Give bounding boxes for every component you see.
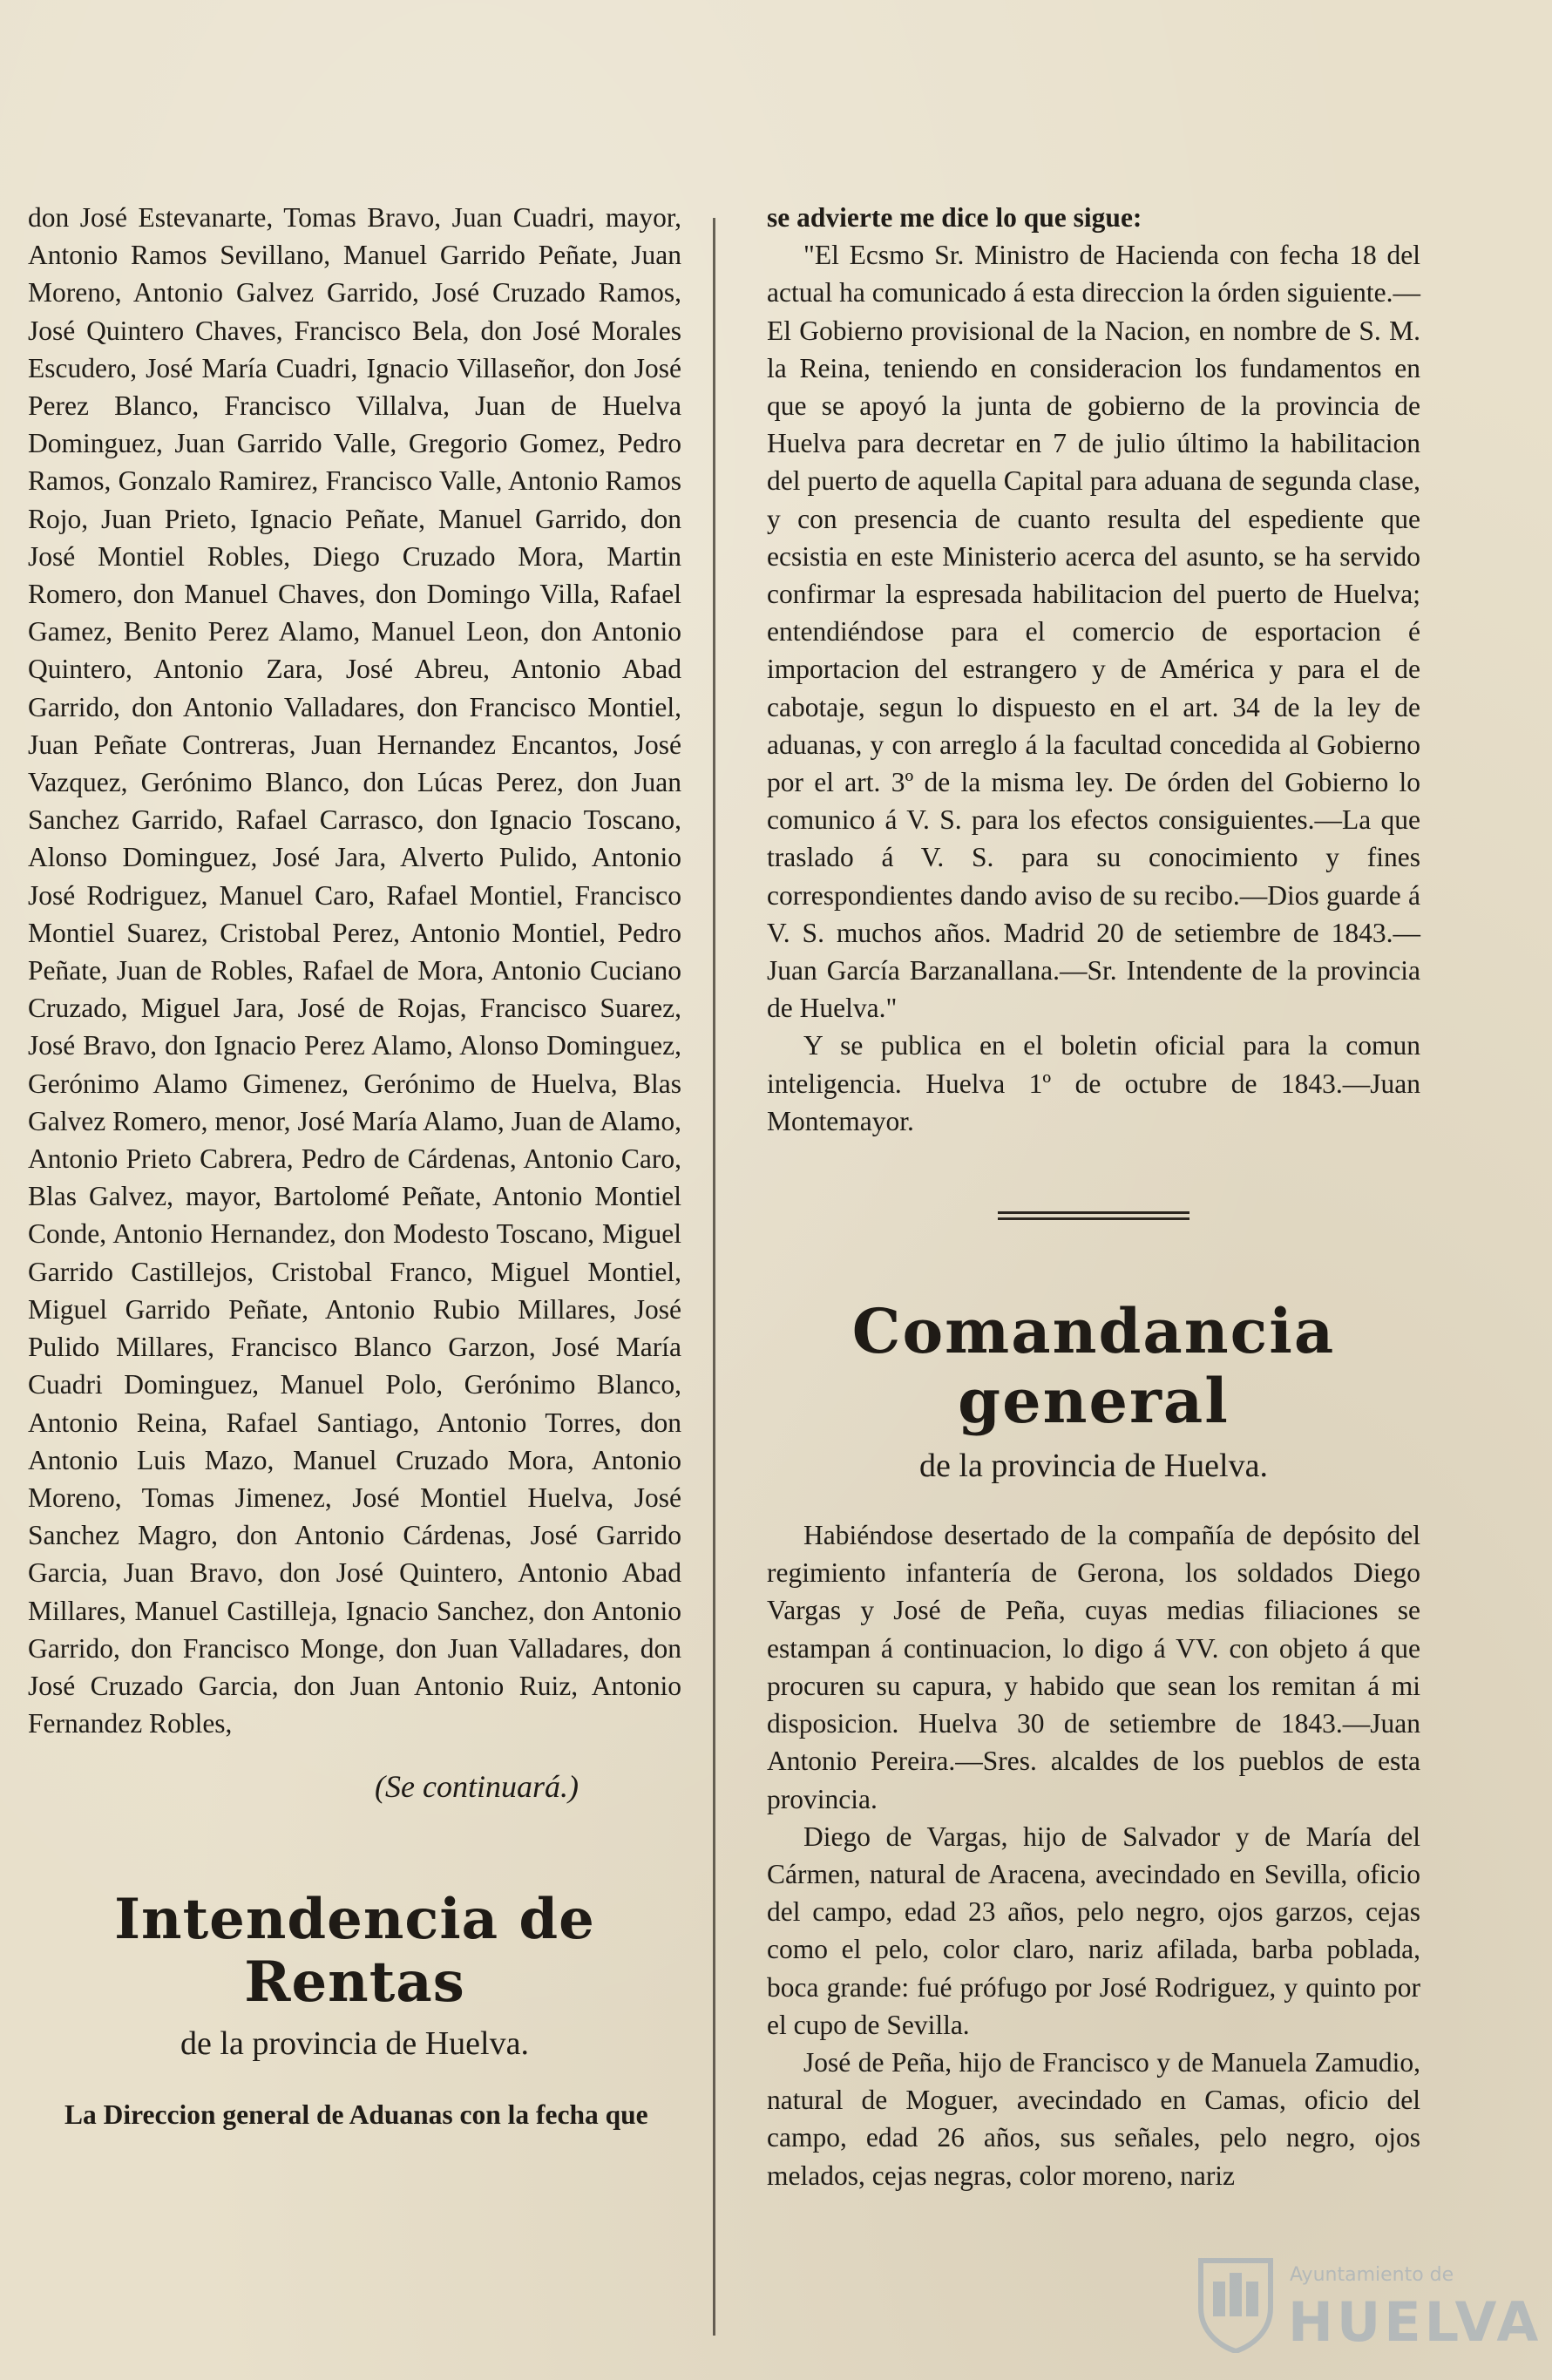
- intendencia-subheading: de la provincia de Huelva.: [180, 2024, 529, 2062]
- continued-note: (Se continuará.): [375, 1769, 579, 1805]
- archive-watermark: [1185, 2255, 1542, 2360]
- watermark-small-text: Ayuntamiento de: [1290, 2264, 1454, 2286]
- comandancia-heading: Comandancia general: [851, 1295, 1336, 1438]
- column-divider: [713, 218, 715, 2336]
- desertion-notice: Habiéndose desertado de la compañía de depósito del regimiento infantería de Gerona, los soldados Diego Vargas y José de Peña, cuyas medias filiaciones se estampan á continuacion, lo digo á VV. con objeto á que procuren su capura, y habido que sean los remitan á mi disposicion. Huelva 30 de setiembre de 1843.—Juan Antonio Pereira.—Sres. alcaldes de los pueblos de esta provincia.: [767, 1520, 1420, 1814]
- ministry-order: "El Ecsmo Sr. Ministro de Hacienda con fecha 18 del actual ha comunicado á esta direccion la órden siguiente.—El Gobierno provisional de la Nacion, en nombre de S. M. la Reina, teniendo en consideracion los fundamentos en que se apoyó la junta de gobierno de la provincia de Huelva para decretar en 7 de julio último la habilitacion del puerto de aquella Capital para aduana de segunda clase, y con presencia de cuanto resulta del espediente que ecsistia en este Ministerio acerca del asunto, se ha servido confirmar la espresada habilitacion del puerto de Huelva; entendiéndose para el comercio de esportacion é importacion del estrangero y de América y para el de cabotaje, segun lo dispuesto en el art. 34 de la ley de aduanas, y con arreglo á la facultad concedida al Gobierno por el art. 3º de la misma ley. De órden del Gobierno lo comunico á V. S. para los efectos consiguientes.—La que traslado á V. S. para su conocimiento y fines correspondientes dando aviso de su recibo.—Dios guarde á V. S. muchos años. Madrid 20 de setiembre de 1843.—Juan García Barzanallana.—Sr. Intendente de la provincia de Huelva.": [767, 240, 1420, 1024]
- watermark-big-text: HUELVA: [1288, 2290, 1542, 2354]
- shield-icon: [1194, 2255, 1278, 2353]
- section-ornament: [998, 1210, 1189, 1222]
- right-column: [767, 199, 1420, 2194]
- advert-intro: se advierte me dice lo que sigue:: [767, 202, 1142, 233]
- comandancia-subheading: de la provincia de Huelva.: [919, 1448, 1268, 1485]
- intendencia-lead: La Direccion general de Aduanas con la fecha que: [64, 2099, 648, 2130]
- names-list-paragraph: don José Estevanarte, Tomas Bravo, Juan Cuadri, mayor, Antonio Ramos Sevillano, Manuel Garrido Peñate, Juan Moreno, Antonio Galvez Garrido, José Cruzado Ramos, José Quintero Chaves, Francisco Bela, don José Morales Escudero, José María Cuadri, Ignacio Villaseñor, don José Perez Blanco, Francisco Villalva, Juan de Huelva Dominguez, Juan Garrido Valle, Gregorio Gomez, Pedro Ramos, Gonzalo Ramirez, Francisco Valle, Antonio Ramos Rojo, Juan Prieto, Ignacio Peñate, Manuel Garrido, don José Montiel Robles, Diego Cruzado Mora, Martin Romero, don Manuel Chaves, don Domingo Villa, Rafael Gamez, Benito Perez Alamo, Manuel Leon, don Antonio Quintero, Antonio Zara, José Abreu, Antonio Abad Garrido, don Antonio Valladares, don Francisco Montiel, Juan Peñate Contreras, Juan Hernandez Encantos, José Vazquez, Gerónimo Blanco, don Lúcas Perez, don Juan Sanchez Garrido, Rafael Carrasco, don Ignacio Toscano, Alonso Dominguez, José Jara, Alverto Pulido, Antonio José Rodriguez, Manuel Caro, Rafael Montiel, Francisco Montiel Suarez, Cristobal Perez, Antonio Montiel, Pedro Peñate, Juan de Robles, Rafael de Mora, Antonio Cuciano Cruzado, Miguel Jara, José de Rojas, Francisco Suarez, José Bravo, don Ignacio Perez Alamo, Alonso Dominguez, Gerónimo Alamo Gimenez, Gerónimo de Huelva, Blas Galvez Romero, menor, José María Alamo, Juan de Alamo, Antonio Prieto Cabrera, Pedro de Cárdenas, Antonio Caro, Blas Galvez, mayor, Bartolomé Peñate, Antonio Montiel Conde, Antonio Hernandez, don Modesto Toscano, Miguel Garrido Castillejos, Cristobal Franco, Miguel Montiel, Miguel Garrido Peñate, Antonio Rubio Millares, José Pulido Millares, Francisco Blanco Garzon, José María Cuadri Dominguez, Manuel Polo, Gerónimo Blanco, Antonio Reina, Rafael Santiago, Antonio Torres, don Antonio Luis Mazo, Manuel Cruzado Mora, Antonio Moreno, Tomas Jimenez, José Montiel Huelva, José Sanchez Magro, don Antonio Cárdenas, José Garrido Garcia, Juan Bravo, don José Quintero, Antonio Abad Millares, Manuel Castilleja, Ignacio Sanchez, don Antonio Garrido, don Francisco Monge, don Juan Valladares, don José Cruzado Garcia, don Juan Antonio Ruiz, Antonio Fernandez Robles,: [28, 202, 681, 1739]
- pena-description: José de Peña, hijo de Francisco y de Manuela Zamudio, natural de Moguer, avecindado en Camas, oficio del campo, edad 26 años, sus señales, pelo negro, ojos melados, cejas negras, color moreno, nariz: [767, 2046, 1420, 2191]
- publication-note: Y se publica en el boletin oficial para la comun inteligencia. Huelva 1º de octubre de 1843.—Juan Montemayor.: [767, 1030, 1420, 1136]
- vargas-description: Diego de Vargas, hijo de Salvador y de María del Cármen, natural de Aracena, avecindado en Sevilla, oficio del campo, edad 23 años, pelo negro, ojos garzos, cejas como el pelo, color claro, nariz afilada, barba poblada, boca grande: fué prófugo por José Rodriguez, y quinto por el cupo de Sevilla.: [767, 1821, 1420, 2040]
- left-column: [28, 199, 681, 2133]
- intendencia-heading: Intendencia de Rentas: [114, 1886, 595, 2015]
